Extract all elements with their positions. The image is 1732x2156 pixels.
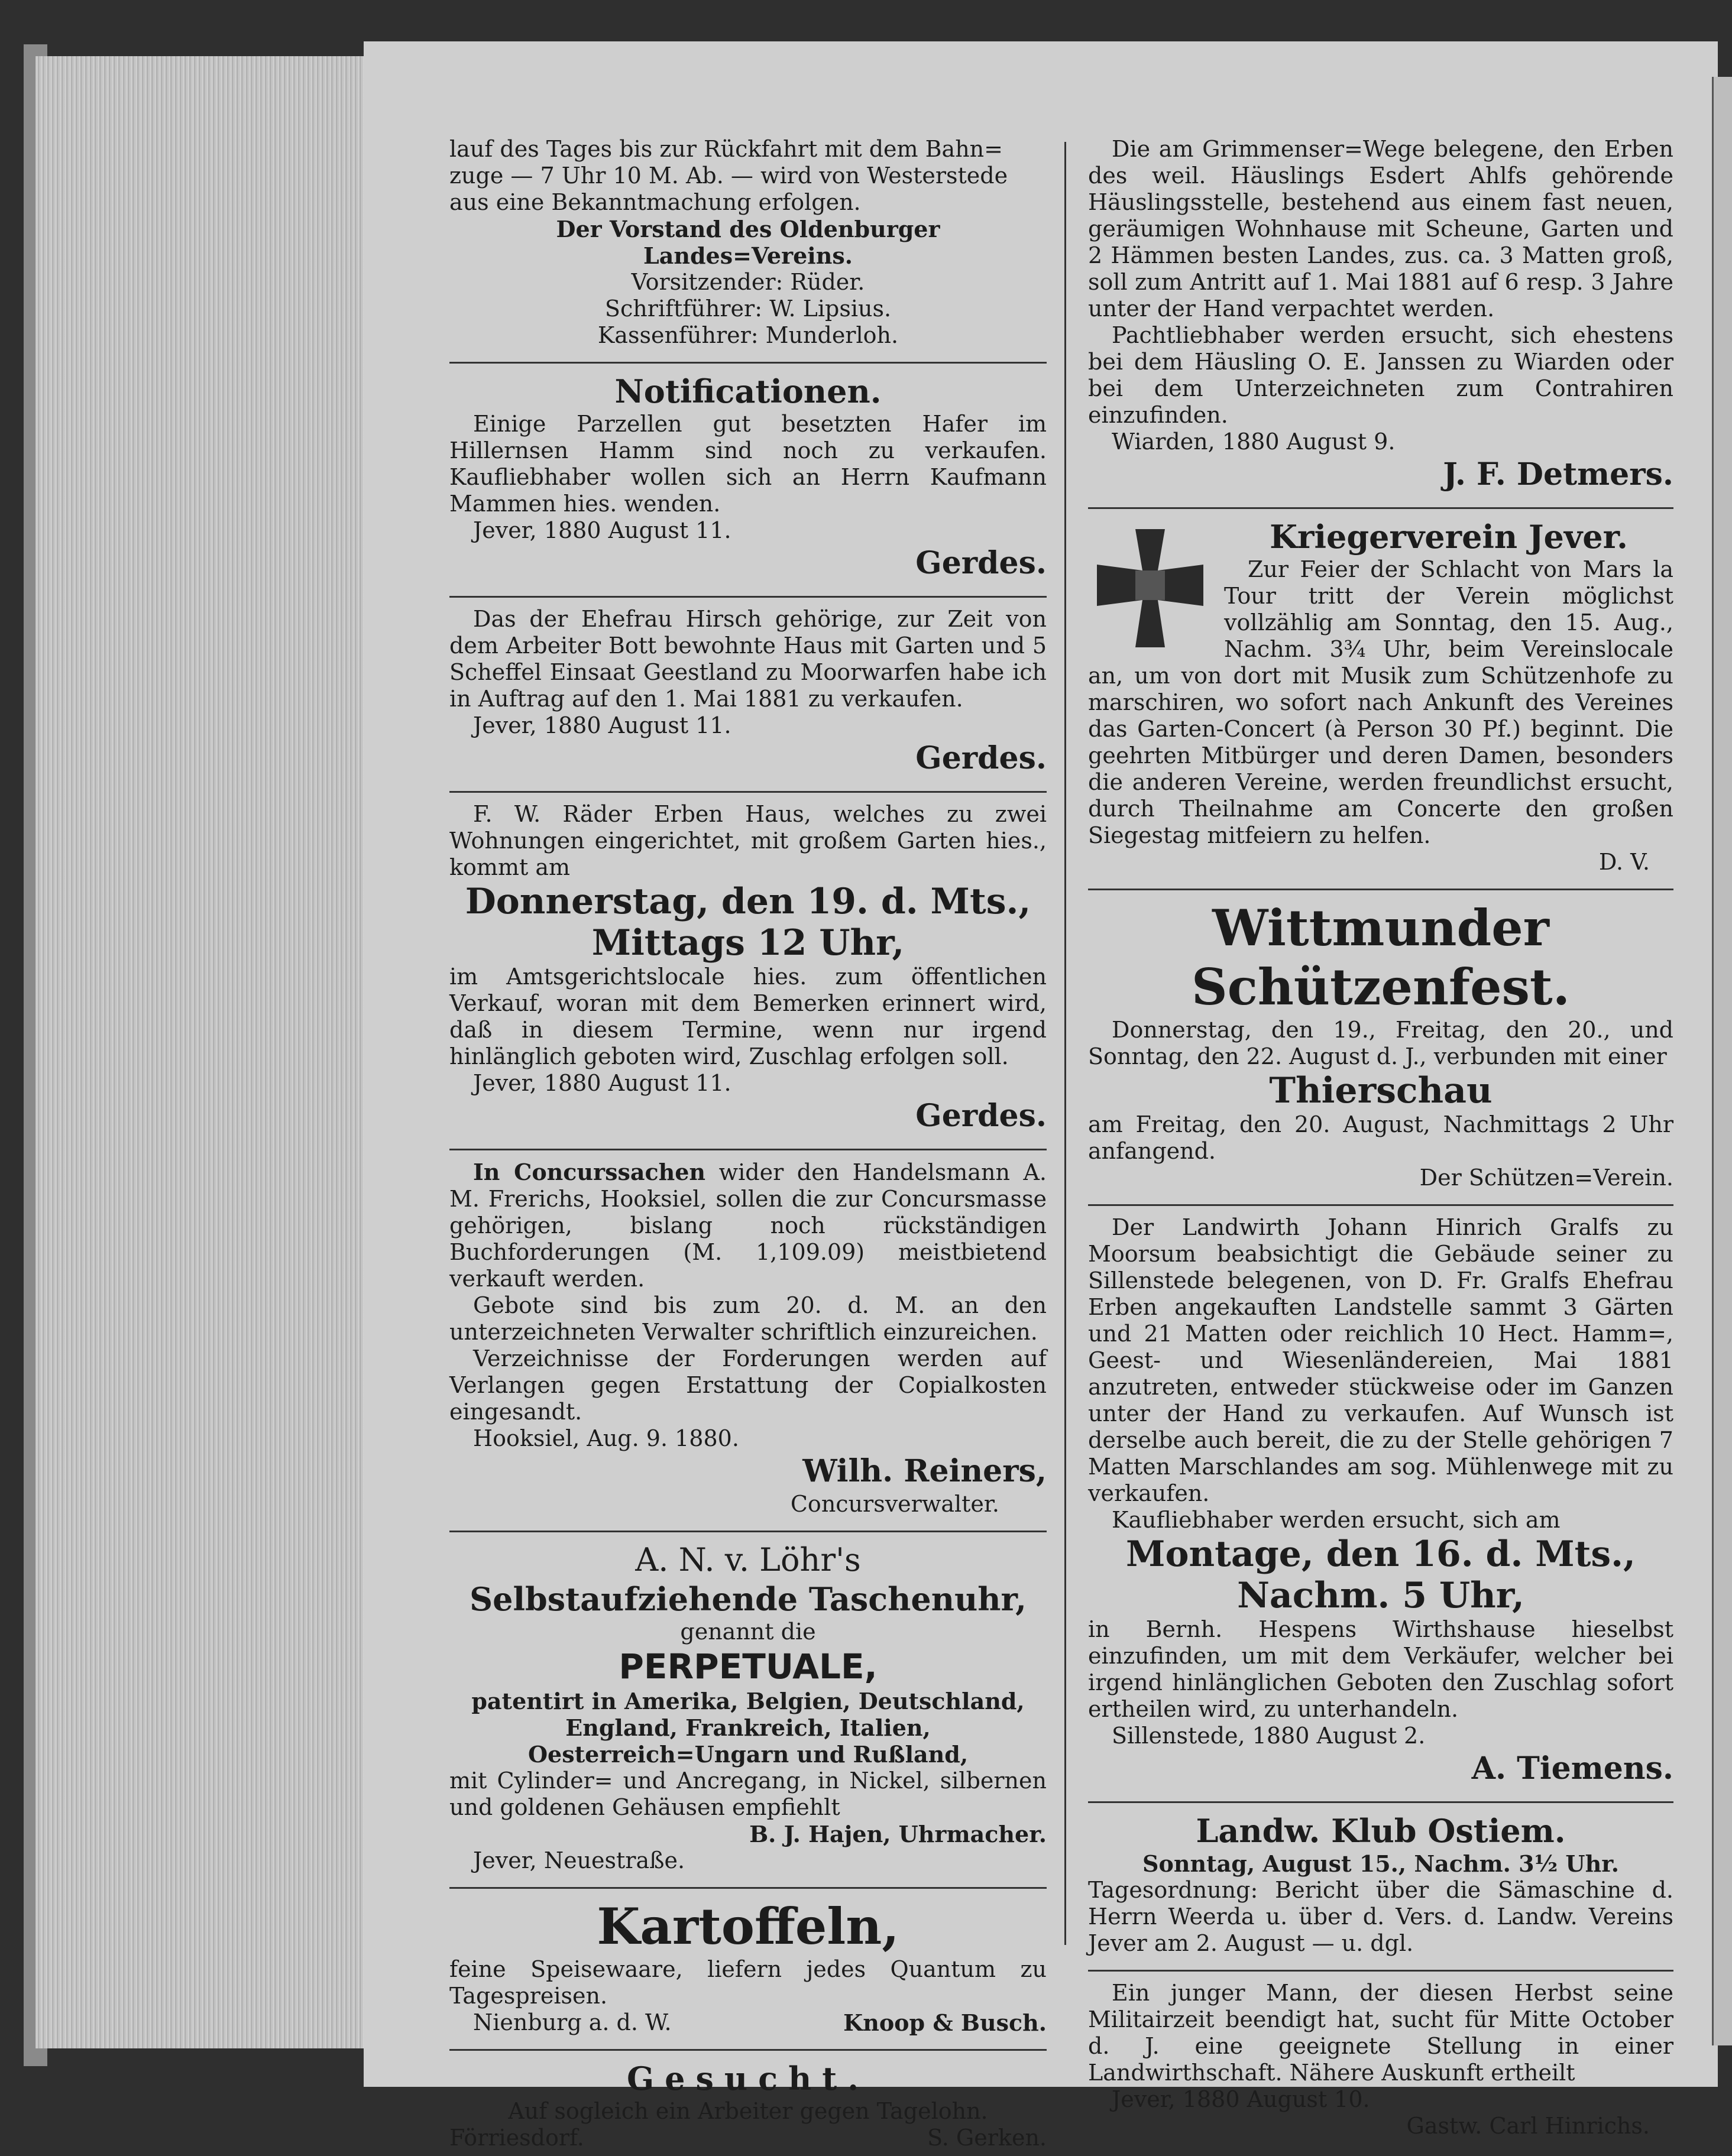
ad-schuetzenfest (1088, 899, 1673, 1196)
left-column (449, 136, 1047, 2156)
ad-product-name: PERPETUALE, (619, 1646, 878, 1687)
right-column (1088, 136, 1673, 2144)
ad-place: Förriesdorf. (449, 2125, 584, 2151)
ad-named: genannt die (680, 1619, 816, 1645)
ad-gesucht (449, 2059, 1047, 2156)
ad-text: Das der Ehefrau Hirsch gehörige, zur Zeit von dem Arbeiter Bott bewohnte Haus mit Garten und 5 Scheffel Einsaat Geestland zu Moorwarfen habe ich in Auftrag auf den 1. Mai 1881 zu verkaufen. (449, 606, 1047, 712)
ad-date: Jever, 1880 August 10. (1112, 2086, 1370, 2112)
ad-landstelle (1088, 1214, 1673, 1793)
ad-text: Der Landwirth Johann Hinrich Gralfs zu Moorsum beabsichtigt die Gebäude seiner zu Sillenstede belegenen, von D. Fr. Gralfs Ehefrau Erben angekauften Landstelle sammt 3 Gärten und 21 Matten oder reichlich 10 Hect. Hamm=, Geest- und Wiesenländereien, Mai 1881 anzutreten, entweder stückweise oder im Ganzen unter der Hand zu verkaufen. Auf Wunsch ist derselbe auch bereit, die zu der Stelle gehörigen 7 Matten Marschlandes am sog. Mühlenwege mit zu verkaufen. (1088, 1214, 1673, 1506)
ad-text: mit Cylinder= und Ancregang, in Nickel, silbernen und goldenen Gehäusen empfiehlt (449, 1768, 1047, 1820)
ad-signature: Der Schützen=Verein. (1419, 1165, 1673, 1191)
ad-text: wider den Handelsmann A. M. Frerichs, Hooksiel, sollen die zur Concursmasse gehörigen, bislang noch rückständigen Buchforderungen (M. 1,109.09) meistbietend verkauft werden. (449, 1159, 1047, 1292)
ad-agenda: Tagesordnung: Bericht über die Sämaschine d. Herrn Weerda u. über d. Vers. d. Landw. Vereins Jever am 2. August — u. dgl. (1088, 1877, 1673, 1956)
ad-place: Jever, Neuestraße. (473, 1847, 685, 1873)
page-edges (35, 56, 367, 2048)
ad-date: Jever, 1880 August 11. (473, 517, 731, 543)
divider (449, 596, 1047, 598)
ad-date: Jever, 1880 August 11. (473, 712, 731, 738)
ad-day: Montage, den 16. d. Mts., (1126, 1533, 1636, 1575)
secretary-line: Schriftführer: W. Lipsius. (604, 296, 892, 322)
divider (1088, 1801, 1673, 1803)
ad-text: Zur Feier der Schlacht von Mars la Tour tritt der Verein möglichst vollzählig am Sonntag, den 15. Aug., Nachm. 3¾ Uhr, beim Vereinslocale an, um von dort mit Musik zum Schützenhofe zu marschiren, wo sofort nach Ankunft des Vereines das Garten-Concert (à Person 30 Pf.) beginnt. Die geehrten Mitbürger und deren Damen, besonders die anderen Vereine, werden freundlichst ersucht, durch Theilnahme am Concerte den großen Siegestag mitfeiern zu helfen. (1088, 556, 1673, 848)
ad-time: Mittags 12 Uhr, (591, 922, 905, 964)
ad-role: Concursverwalter. (790, 1491, 999, 1517)
ad-junger-mann (1088, 1980, 1673, 2144)
ad-signature: D. V. (1598, 849, 1650, 875)
ad-when: Sonntag, August 15., Nachm. 3½ Uhr. (1142, 1850, 1619, 1877)
ad-maker: A. N. v. Löhr's (635, 1541, 861, 1578)
ad-title: Kartoffeln, (597, 1897, 899, 1956)
ad-title: Wittmunder Schützenfest. (1192, 899, 1570, 1016)
treasurer-line: Kassenführer: Munderloh. (597, 322, 899, 348)
board-line: Der Vorstand des Oldenburger Landes=Vereins. (556, 216, 940, 269)
ad-text: im Amtsgerichtslocale hies. zum öffentlichen Verkauf, woran mit dem Bemerken erinnert wird, daß in diesem Termine, wenn nur irgend hinlänglich geboten wird, Zuschlag erfolgen soll. (449, 964, 1047, 1069)
ad-place: Nienburg a. d. W. (473, 2009, 672, 2035)
divider (449, 362, 1047, 364)
ad-raeder-haus (449, 801, 1047, 1140)
ad-title: Landw. Klub Ostiem. (1196, 1812, 1566, 1850)
ad-text: Gebote sind bis zum 20. d. M. an den unterzeichneten Verwalter schriftlich einzureichen. (449, 1292, 1047, 1345)
ad-signature: Wilh. Reiners, (802, 1453, 1047, 1489)
next-page-edge (1712, 77, 1732, 2045)
ad-signature: S. Gerken. (927, 2125, 1047, 2151)
ad-date: Hooksiel, Aug. 9. 1880. (473, 1425, 739, 1451)
ad-text: Pachtliebhaber werden ersucht, sich ehestens bei dem Häusling O. E. Janssen zu Wiarden oder bei dem Unterzeichneten zum Contrahiren einzufinden. (1088, 322, 1673, 428)
ad-text: Verzeichnisse der Forderungen werden auf Verlangen gegen Erstattung der Copialkosten eingesandt. (449, 1346, 1047, 1425)
divider (1088, 1204, 1673, 1206)
iron-cross-icon (1088, 523, 1212, 653)
ad-date: Sillenstede, 1880 August 2. (1112, 1723, 1426, 1749)
ad-kartoffeln (449, 1897, 1047, 2041)
ad-hafer (449, 411, 1047, 588)
ad-concurs (449, 1159, 1047, 1522)
divider (449, 1531, 1047, 1532)
ad-title: Gesucht. (626, 2060, 870, 2097)
divider (449, 1149, 1047, 1150)
ad-signature: Gerdes. (915, 1098, 1047, 1134)
ad-text: Kaufliebhaber werden ersucht, sich am (1112, 1507, 1561, 1533)
text-line: zuge — 7 Uhr 10 M. Ab. — wird von Westerstede (449, 163, 1008, 189)
ad-landes-verein (449, 136, 1047, 354)
ad-signature: J. F. Detmers. (1443, 456, 1673, 492)
ad-text: Ein junger Mann, der diesen Herbst seine Militairzeit beendigt hat, sucht für Mitte October d. J. eine geeignete Stellung in einer Landwirthschaft. Nähere Auskunft ertheilt (1088, 1980, 1673, 2086)
ad-signature: Gastw. Carl Hinrichs. (1406, 2113, 1650, 2139)
ad-text: am Freitag, den 20. August, Nachmittags 2 Uhr anfangend. (1088, 1111, 1673, 1164)
ad-taschenuhr (449, 1541, 1047, 1879)
ad-time: Nachm. 5 Uhr, (1237, 1575, 1524, 1616)
ad-kriegerverein (1088, 517, 1673, 880)
ad-day: Donnerstag, den 19. d. Mts., (465, 881, 1031, 922)
chair-line: Vorsitzender: Rüder. (631, 269, 865, 295)
ad-text: in Bernh. Hespens Wirthshause hieselbst einzufinden, um mit dem Verkäufer, welcher bei irgend hinlänglichen Geboten den Zuschlag sofort ertheilen wird, zu unterhandeln. (1088, 1616, 1673, 1722)
divider (1088, 889, 1673, 890)
column-divider (1064, 142, 1066, 1945)
ad-lead: In Concurssachen (473, 1159, 706, 1185)
text-line: lauf des Tages bis zur Rückfahrt mit dem Bahn= (449, 136, 1003, 162)
ad-landw-klub (1088, 1811, 1673, 1962)
divider (449, 1887, 1047, 1889)
ad-date: Jever, 1880 August 11. (473, 1070, 731, 1096)
divider (1088, 507, 1673, 509)
ad-haus-hirsch (449, 606, 1047, 783)
ad-date: Wiarden, 1880 August 9. (1112, 429, 1396, 455)
ad-patent: patentirt in Amerika, Belgien, Deutschland, England, Frankreich, Italien, Oesterreich=Ungarn und Rußland, (471, 1688, 1025, 1768)
ad-signature: A. Tiemens. (1471, 1750, 1673, 1787)
ad-text: feine Speisewaare, liefern jedes Quantum zu Tagespreisen. (449, 1956, 1047, 2009)
ad-text: Auf sogleich ein Arbeiter gegen Tagelohn. (508, 2098, 988, 2124)
ad-text: Einige Parzellen gut besetzten Hafer im Hillernsen Hamm sind noch zu verkaufen. Kaufliebhaber wollen sich an Herrn Kaufmann Mammen hies. wenden. (449, 411, 1047, 517)
ad-signature: Gerdes. (915, 545, 1047, 581)
ad-text: Die am Grimmenser=Wege belegene, den Erben des weil. Häuslings Esdert Ahlfs gehörende Häuslingsstelle, bestehend aus einem fast neuen, geräumigen Wohnhause mit Scheune, Garten und 2 Hämmen besten Landes, zus. ca. 3 Matten groß, soll zum Antritt auf 1. Mai 1881 auf 6 resp. 3 Jahre unter der Hand verpachtet werden. (1088, 136, 1673, 322)
ad-title: Kriegerverein Jever. (1270, 518, 1628, 556)
divider (449, 791, 1047, 793)
divider (449, 2049, 1047, 2051)
ad-show: Thierschau (1269, 1070, 1493, 1111)
ad-text: Donnerstag, den 19., Freitag, den 20., und Sonntag, den 22. August d. J., verbunden mit einer (1088, 1017, 1673, 1069)
ad-signature: Knoop & Busch. (843, 2009, 1047, 2036)
ad-text: F. W. Räder Erben Haus, welches zu zwei Wohnungen eingerichtet, mit großem Garten hies., kommt am (449, 801, 1047, 880)
ad-signature: B. J. Hajen, Uhrmacher. (749, 1821, 1047, 1847)
section-heading: Notificationen. (614, 372, 882, 410)
divider (1088, 1970, 1673, 1972)
ad-haeuslingsstelle (1088, 136, 1673, 499)
ad-signature: Gerdes. (915, 740, 1047, 776)
text-line: aus eine Bekanntmachung erfolgen. (449, 189, 861, 215)
ad-title: Selbstaufziehende Taschenuhr, (470, 1580, 1027, 1618)
